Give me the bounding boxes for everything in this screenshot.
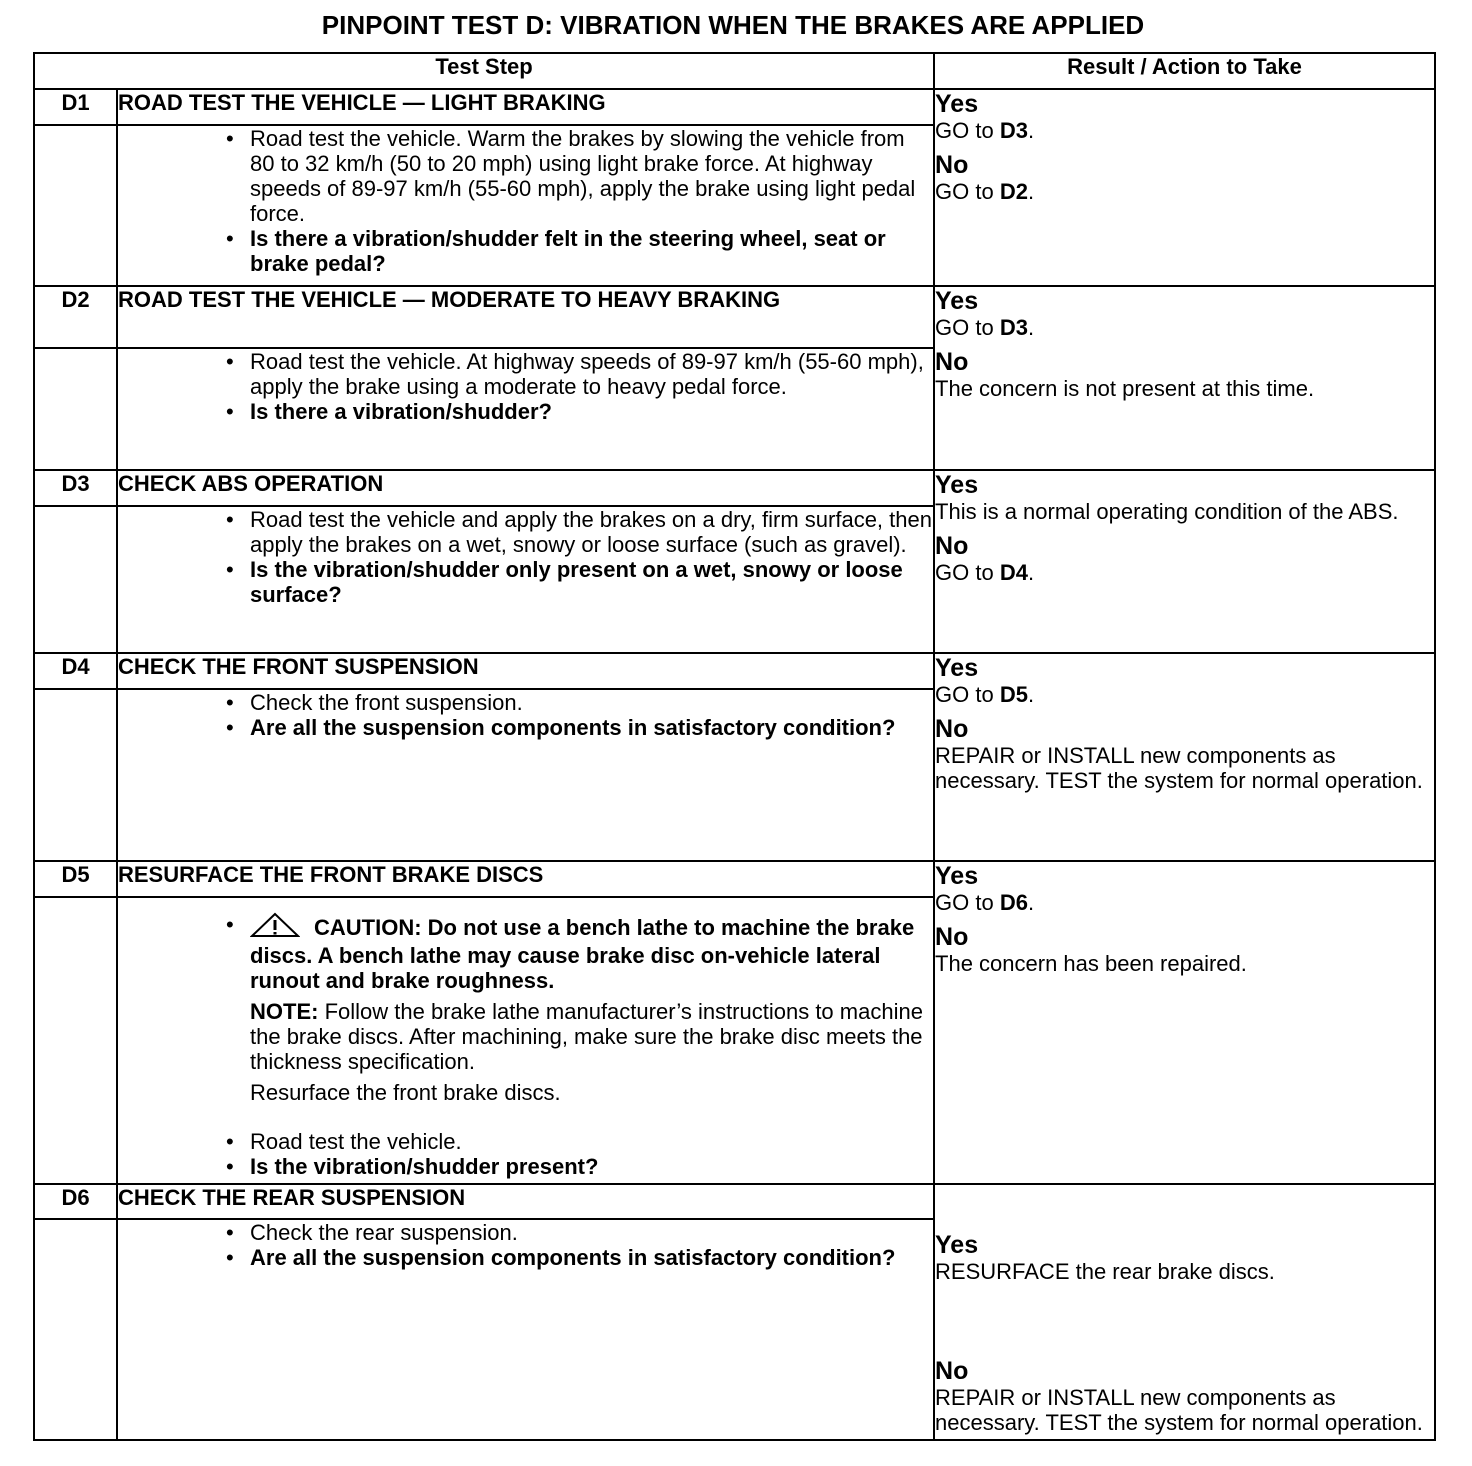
no-label: No (935, 348, 969, 376)
list-item: • Are all the suspension components in satisfactory condition? (226, 1245, 896, 1270)
id-spacer (34, 348, 117, 470)
step-result (934, 286, 1435, 470)
no-label: No (935, 923, 969, 951)
id-spacer (34, 125, 117, 286)
step-id: D2 (34, 286, 117, 348)
caution-triangle-icon (250, 912, 300, 943)
page-title: PINPOINT TEST D: VIBRATION WHEN THE BRAKES ARE APPLIED (321, 10, 1145, 40)
yes-label: Yes (935, 287, 979, 315)
caution-text: CAUTION: Do not use a bench lathe to machine the brake discs. A bench lathe may cause brake disc on-vehicle lateral runout and brake roughness. (250, 915, 915, 993)
step-d5-title-row (34, 861, 1435, 897)
id-spacer (34, 897, 117, 1184)
id-spacer (34, 689, 117, 861)
list-item: • Road test the vehicle. (226, 1129, 462, 1154)
step-body (117, 506, 934, 653)
step-id: D3 (34, 470, 117, 506)
yes-action: This is a normal operating condition of the ABS. (935, 499, 1399, 524)
list-item: • Check the front suspension. (226, 690, 523, 715)
list-item: • Road test the vehicle. At highway speeds of 89-97 km/h (55-60 mph), apply the brake using a moderate to heavy pedal force. (226, 349, 924, 399)
no-action: The concern has been repaired. (935, 951, 1247, 976)
step-body (117, 897, 934, 1184)
list-item: • Are all the suspension components in satisfactory condition? (226, 715, 896, 740)
note-text: NOTE: Follow the brake lathe manufacturer’s instructions to machine the brake discs. After machining, make sure the brake disc meets the thickness specification. (250, 999, 923, 1074)
step-id: D4 (34, 653, 117, 689)
no-action: GO to D4. (935, 560, 1035, 585)
step-d6-title-row (34, 1184, 1435, 1219)
yes-action: GO to D6. (935, 890, 1035, 915)
step-d2-title-row (34, 286, 1435, 348)
yes-action: GO to D3. (935, 118, 1035, 143)
yes-action: GO to D3. (935, 315, 1035, 340)
step-d4-title-row (34, 653, 1435, 689)
id-spacer (34, 1219, 117, 1440)
no-action: The concern is not present at this time. (935, 376, 1315, 401)
list-item: • Check the rear suspension. (226, 1220, 518, 1245)
step-body (117, 125, 934, 286)
step-title: ROAD TEST THE VEHICLE — MODERATE TO HEAVY BRAKING (117, 286, 934, 348)
step-result (934, 470, 1435, 653)
pinpoint-test-table (33, 52, 1436, 1441)
no-label: No (935, 715, 969, 743)
yes-action: GO to D5. (935, 682, 1035, 707)
no-action: REPAIR or INSTALL new components as necessary. TEST the system for normal operation. (935, 1385, 1423, 1435)
step-d1-title-row (34, 89, 1435, 125)
list-item: • CAUTION: Do not use a bench lathe to machine the brake discs. A bench lathe may cause brake disc on-vehicle lateral runout and brake roughness. NOTE: Follow the brake lathe manufacturer’s instructions to machine the brake discs. After machining, make sure the brake disc meets the thickness specification. Resurface the front brake discs. (128, 912, 933, 1105)
resurface-text: Resurface the front brake discs. (250, 1080, 561, 1105)
step-result (934, 861, 1435, 1184)
list-item: • Road test the vehicle. Warm the brakes by slowing the vehicle from 80 to 32 km/h (50 to 20 mph) using light brake force. At highway speeds of 89-97 km/h (55-60 mph), apply the brake using light pedal force. (226, 126, 916, 226)
step-body (117, 1219, 934, 1440)
yes-label: Yes (935, 654, 979, 682)
step-result (934, 1184, 1435, 1440)
step-result (934, 89, 1435, 286)
list-item: • Road test the vehicle and apply the brakes on a dry, firm surface, then apply the brakes on a wet, snowy or loose surface (such as gravel). (226, 507, 932, 557)
step-id: D1 (34, 89, 117, 125)
table-header-row (34, 53, 1435, 89)
step-title: ROAD TEST THE VEHICLE — LIGHT BRAKING (117, 89, 934, 125)
step-title: CHECK THE FRONT SUSPENSION (117, 653, 934, 689)
no-label: No (935, 1357, 969, 1385)
no-action: GO to D2. (935, 179, 1035, 204)
list-item: • Is there a vibration/shudder felt in the steering wheel, seat or brake pedal? (226, 226, 886, 276)
step-body (117, 689, 934, 861)
yes-action: RESURFACE the rear brake discs. (935, 1259, 1275, 1284)
step-title: RESURFACE THE FRONT BRAKE DISCS (117, 861, 934, 897)
test-step-header: Test Step (34, 53, 934, 89)
step-id: D6 (34, 1184, 117, 1219)
step-title: CHECK THE REAR SUSPENSION (117, 1184, 934, 1219)
result-header: Result / Action to Take (934, 53, 1435, 89)
step-result (934, 653, 1435, 861)
step-title: CHECK ABS OPERATION (117, 470, 934, 506)
id-spacer (34, 506, 117, 653)
step-id: D5 (34, 861, 117, 897)
list-item: • Is the vibration/shudder only present on a wet, snowy or loose surface? (226, 557, 903, 607)
no-label: No (935, 532, 969, 560)
no-action: REPAIR or INSTALL new components as necessary. TEST the system for normal operation. (935, 743, 1423, 793)
no-label: No (935, 151, 969, 179)
step-d3-title-row (34, 470, 1435, 506)
step-body (117, 348, 934, 470)
yes-label: Yes (935, 90, 979, 118)
yes-label: Yes (935, 862, 979, 890)
yes-label: Yes (935, 471, 979, 499)
list-item: • Is there a vibration/shudder? (226, 399, 552, 424)
list-item: • Is the vibration/shudder present? (226, 1154, 599, 1179)
yes-label: Yes (935, 1231, 979, 1259)
